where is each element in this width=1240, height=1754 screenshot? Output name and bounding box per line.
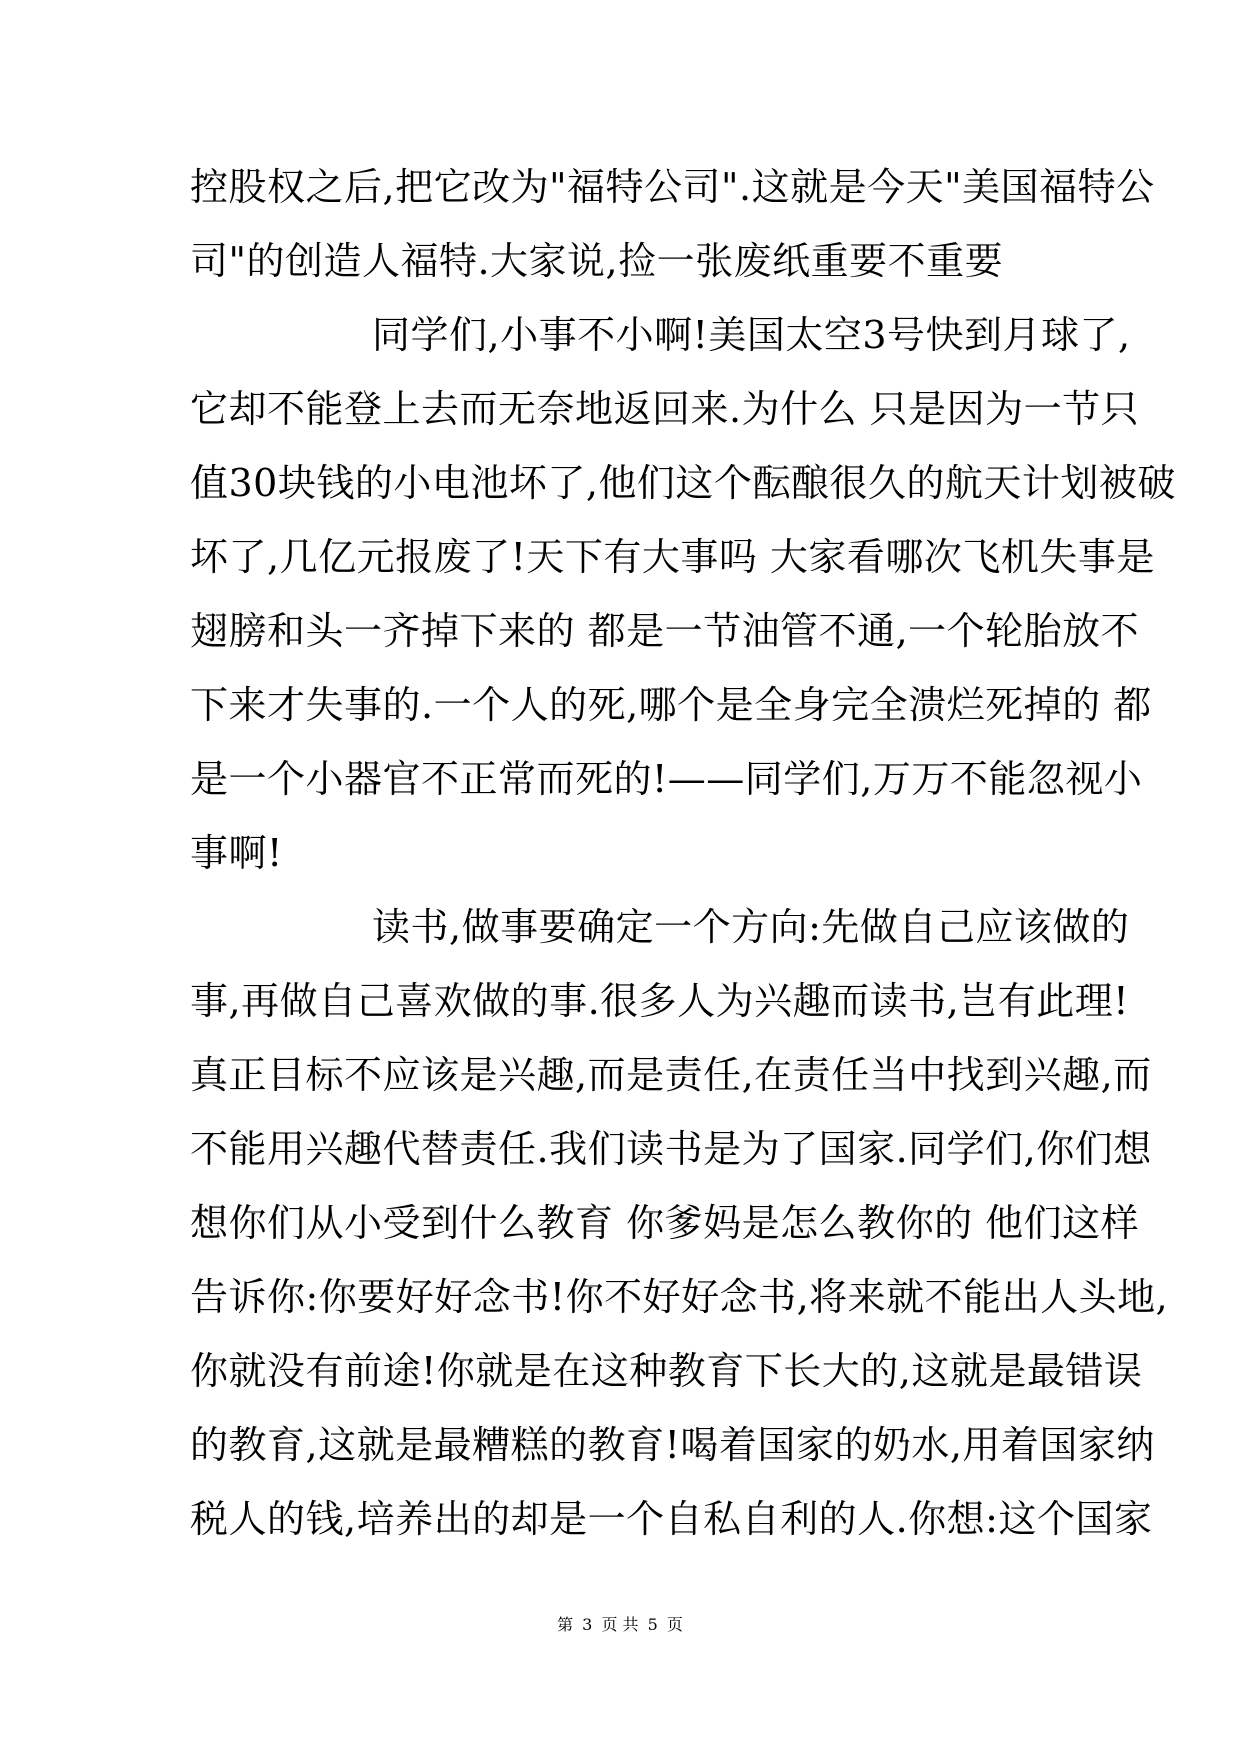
body-text <box>190 165 1176 1573</box>
text-line: 它却不能登上去而无奈地返回来.为什么 只是因为一节只 <box>190 387 1140 431</box>
page-footer <box>0 1612 1240 1635</box>
text-line: 不能用兴趣代替责任.我们读书是为了国家.同学们,你们想 <box>190 1127 1152 1171</box>
text-line: 你就没有前途!你就是在这种教育下长大的,这就是最错误 <box>190 1349 1143 1393</box>
text-line: 真正目标不应该是兴趣,而是责任,在责任当中找到兴趣,而 <box>190 1053 1152 1097</box>
text-line: 坏了,几亿元报废了!天下有大事吗 大家看哪次飞机失事是 <box>190 535 1155 579</box>
text-line: 控股权之后,把它改为"福特公司".这就是今天"美国福特公 <box>190 165 1155 209</box>
text-line: 翅膀和头一齐掉下来的 都是一节油管不通,一个轮胎放不 <box>190 609 1140 653</box>
footer-middle: 页 共 <box>601 1615 639 1634</box>
text-line: 税人的钱,培养出的却是一个自私自利的人.你想:这个国家 <box>190 1497 1153 1541</box>
paragraph-start-line: 读书,做事要确定一个方向:先做自己应该做的 <box>372 905 1130 949</box>
text-line: 的教育,这就是最糟糕的教育!喝着国家的奶水,用着国家纳 <box>190 1423 1155 1467</box>
total-pages-number: 5 <box>647 1615 658 1634</box>
text-line: 事啊! <box>190 831 283 875</box>
text-line: 事,再做自己喜欢做的事.很多人为兴趣而读书,岂有此理! <box>190 979 1130 1023</box>
footer-prefix: 第 <box>557 1615 574 1634</box>
footer-suffix: 页 <box>666 1615 683 1634</box>
text-line: 下来才失事的.一个人的死,哪个是全身完全溃烂死掉的 都 <box>190 683 1152 727</box>
text-line: 是一个小器官不正常而死的!——同学们,万万不能忽视小 <box>190 757 1143 801</box>
text-line: 司"的创造人福特.大家说,捡一张废纸重要不重要 <box>190 239 1004 283</box>
current-page-number: 3 <box>582 1615 593 1634</box>
paragraph-start-line: 同学们,小事不小啊!美国太空3号快到月球了, <box>372 313 1131 357</box>
text-line: 值30块钱的小电池坏了,他们这个酝酿很久的航天计划被破 <box>190 461 1176 505</box>
text-line: 告诉你:你要好好念书!你不好好念书,将来就不能出人头地, <box>190 1275 1169 1319</box>
text-line: 想你们从小受到什么教育 你爹妈是怎么教你的 他们这样 <box>190 1201 1140 1245</box>
